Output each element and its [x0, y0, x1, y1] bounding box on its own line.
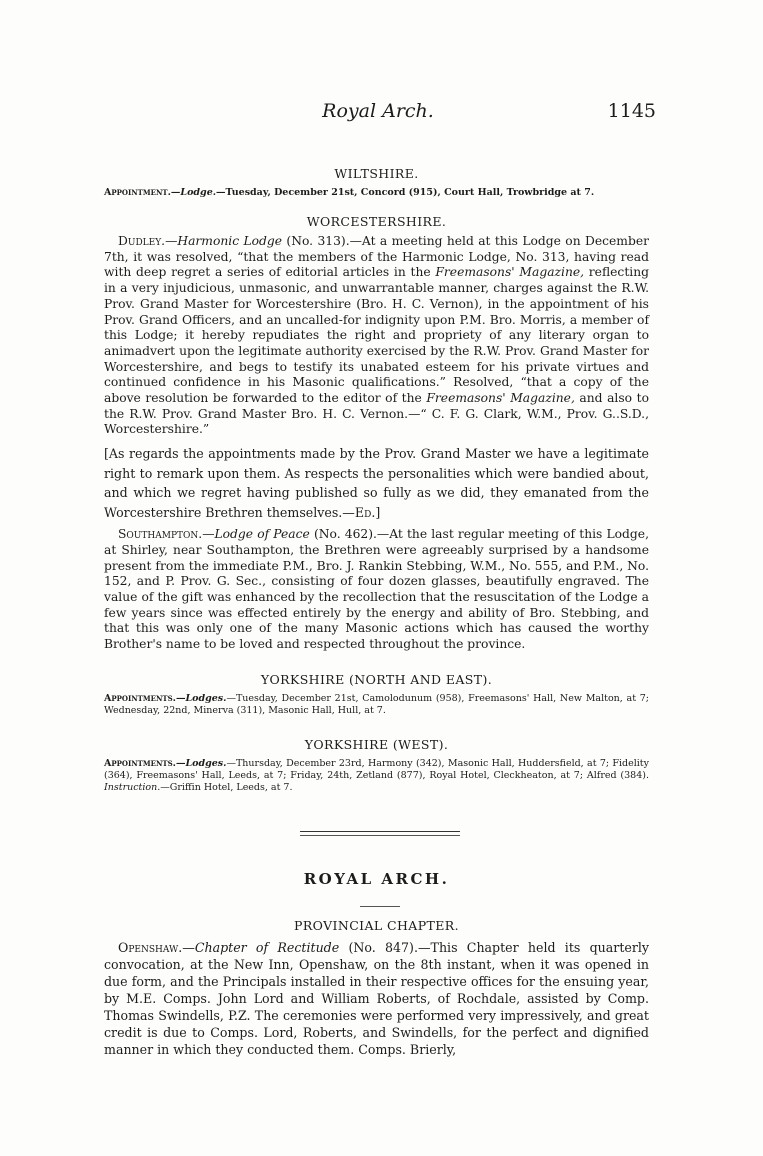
yorkshire-w-section: [104, 737, 649, 794]
dudley-text-c: and also to the R.W. Prov. Grand Master Bro. H. C. Vernon.—“ C. F. G. Clark, W.M., Prov. G..S.D., Worcestershire.”: [104, 391, 649, 437]
appointments-label-w: Appointments.: [104, 758, 176, 769]
running-title: Royal Arch.: [322, 100, 434, 122]
southampton-text: (No. 462).—At the last regular meeting of this Lodge, at Shirley, near Southampton, the Brethren were agreeably surprised by a handsome present from the immediate P.M., Bro. J. Rankin Stebbing, W.M., No. 555, and P.M., No. 152, and P. Prov. G. Sec., consisting of four dozen glasses, beautifully engraved. The value of the gift was enhanced by the recollection that the resuscitation of the Lodge a few years since was effected entirely by the energy and ability of Bro. Stebbing, and that this was only one of the many Masonic actions which has caused the worthy Brother's name to be loved and respected throughout the province.: [104, 527, 649, 652]
dudley-place: Dudley.: [118, 234, 166, 248]
yorkshire-w-heading: YORKSHIRE (WEST).: [304, 737, 449, 752]
yorkshire-ne-section: [104, 672, 649, 717]
openshaw-paragraph: Openshaw.—Chapter of Rectitude (No. 847).—This Chapter held its quarterly convocation, at the New Inn, Openshaw, on the 8th instant, when it was opened in due form, and the Principals installed in their respective offices for the ensuing year, by M.E. Comps. John Lord and William Roberts, of Rochdale, assisted by Comp. Thomas Swindells, P.Z. The ceremonies were performed very impressively, and great credit is due to Comps. Lord, Roberts, and Swindells, for the perfect and dignified manner in which they conducted them. Comps. Brierly,: [104, 940, 649, 1057]
magazine-title: Freemasons' Magazine,: [435, 265, 585, 280]
chapter-of-rectitude: Chapter of Rectitude: [194, 940, 340, 955]
dudley-paragraph: Dudley.—Harmonic Lodge (No. 313).—At a meeting held at this Lodge on December 7th, it was resolved, “that the members of the Harmonic Lodge, No. 313, having read with deep regret a series of editorial articles in the Freemasons' Magazine, reflecting in a very injudicious, unmasonic, and unwarrantable manner, charges against the R.W. Prov. Grand Master for Worcestershire (Bro. H. C. Vernon), in the appointment of his Prov. Grand Officers, and an uncalled-for indignity upon P.M. Bro. Morris, a member of this Lodge; it hereby repudiates the right and propriety of any literary organ to animadvert upon the legitimate authority exercised by the R.W. Prov. Grand Master for Worcestershire, and begs to testify its unabated esteem for his private virtues and continued confidence in his Masonic qualifications.” Resolved, “that a copy of the above resolution be forwarded to the editor of the Freemasons' Magazine, and also to the R.W. Prov. Grand Master Bro. H. C. Vernon.—“ C. F. G. Clark, W.M., Prov. G..S.D., Worcestershire.”: [104, 234, 649, 437]
worcestershire-heading: WORCESTERSHIRE.: [306, 214, 447, 229]
provincial-chapter-heading: PROVINCIAL CHAPTER.: [294, 918, 459, 933]
lodges-label: Lodges.: [185, 693, 227, 704]
instruction-label: Instruction.: [104, 782, 161, 793]
yorkshire-w-text-b: —Griffin Hotel, Leeds, at 7.: [160, 782, 293, 793]
lodge-label: Lodge.: [180, 187, 217, 198]
worcestershire-section: [104, 214, 649, 653]
section-divider: [300, 831, 460, 832]
yorkshire-w-text-a: —Thursday, December 23rd, Harmony (342), Masonic Hall, Huddersfield, at 7; Fidelity (364), Freemasons' Hall, Leeds, at 7; Friday, 24th, Zetland (877), Royal Hotel, Cleckheaton, at 7; Alfred (384).: [104, 758, 649, 781]
appointments-label: Appointments.: [104, 693, 176, 704]
yorkshire-ne-appointments: Appointments.—Lodges.—Tuesday, December 21st, Camolodunum (958), Freemasons' Hall, New Malton, at 7; Wednesday, 22nd, Minerva (311), Masonic Hall, Hull, at 7.: [104, 693, 649, 716]
title-underline: [360, 906, 400, 907]
southampton-place: Southampton.: [118, 527, 203, 542]
appointment-label: Appointment.: [104, 187, 171, 198]
page-number: 1145: [607, 100, 656, 122]
openshaw-text: (No. 847).—This Chapter held its quarterly convocation, at the New Inn, Openshaw, on the 8th instant, when it was opened in due form, and the Principals installed in their respective offices for the ensuing year, by M.E. Comps. John Lord and William Roberts, of Rochdale, assisted by Comp. Thomas Swindells, P.Z. The ceremonies were performed very impressively, and great credit is due to Comps. Lord, Roberts, and Swindells, for the perfect and dignified manner in which they conducted them. Comps. Brierly,: [104, 940, 649, 1057]
southampton-paragraph: Southampton.—Lodge of Peace (No. 462).—At the last regular meeting of this Lodge, at Shirley, near Southampton, the Brethren were agreeably surprised by a handsome present from the immediate P.M., Bro. J. Rankin Stebbing, W.M., No. 555, and P.M., No. 152, and P. Prov. G. Sec., consisting of four dozen glasses, beautifully engraved. The value of the gift was enhanced by the recollection that the resuscitation of the Lodge a few years since was effected entirely by the energy and ability of Bro. Stebbing, and that this was only one of the many Masonic actions which has caused the worthy Brother's name to be loved and respected throughout the province.: [104, 527, 649, 652]
harmonic-lodge: Harmonic Lodge: [177, 234, 283, 248]
editorial-signature: Ed.: [354, 504, 376, 520]
openshaw-place: Openshaw.: [118, 940, 183, 955]
dudley-text-a: (No. 313).—At a meeting held at this Lodge on December 7th, it was resolved, “that the members of the Harmonic Lodge, No. 313, having read with deep regret a series of editorial articles in the: [104, 234, 649, 280]
yorkshire-w-appointments: Appointments.—Lodges.—Thursday, December 23rd, Harmony (342), Masonic Hall, Huddersfield, at 7; Fidelity (364), Freemasons' Hall, Leeds, at 7; Friday, 24th, Zetland (877), Royal Hotel, Cleckheaton, at 7; Alfred (384). Instruction.—Griffin Hotel, Leeds, at 7.: [104, 758, 649, 793]
wiltshire-section: [104, 166, 649, 199]
lodges-label-w: Lodges.: [185, 758, 227, 769]
royal-arch-section: [104, 870, 649, 888]
lodge-of-peace: Lodge of Peace: [214, 527, 310, 542]
running-head: [100, 100, 656, 126]
royal-arch-title: ROYAL ARCH.: [303, 870, 450, 888]
yorkshire-ne-heading: YORKSHIRE (NORTH AND EAST).: [260, 672, 493, 687]
editorial-close: ]: [375, 504, 381, 520]
wiltshire-heading: WILTSHIRE.: [334, 166, 419, 181]
editorial-note: [104, 444, 649, 522]
provincial-chapter-section: [104, 918, 649, 1058]
section-divider-2: [300, 835, 460, 836]
dudley-text-b: reflecting in a very injudicious, unmasonic, and unwarrantable manner, charges against the R.W. Prov. Grand Master for Worcestershire (Bro. H. C. Vernon), in the appointment of his Prov. Grand Officers, and an uncalled-for indignity upon P.M. Bro. Morris, a member of this Lodge; it hereby repudiates the right and propriety of any literary organ to animadvert upon the legitimate authority exercised by the R.W. Prov. Grand Master for Worcestershire, and begs to testify its unabated esteem for his private virtues and continued confidence in his Masonic qualifications.” Resolved, “that a copy of the above resolution be forwarded to the editor of the: [104, 265, 649, 406]
magazine-title-2: Freemasons' Magazine,: [426, 391, 575, 406]
wiltshire-appointment: Appointment.—Lodge.—Tuesday, December 21st, Concord (915), Court Hall, Trowbridge at 7.: [104, 187, 595, 198]
yorkshire-ne-text: —Tuesday, December 21st, Camolodunum (958), Freemasons' Hall, New Malton, at 7; Wednesday, 22nd, Minerva (311), Masonic Hall, Hull, at 7.: [104, 693, 649, 716]
editorial-text: [As regards the appointments made by the Prov. Grand Master we have a legitimate right to remark upon them. As respects the personalities which were bandied about, and which we regret having published so fully as we did, they emanated from the Worcestershire Brethren themselves.—: [104, 446, 649, 520]
wiltshire-text: —Tuesday, December 21st, Concord (915), Court Hall, Trowbridge at 7.: [216, 187, 595, 198]
